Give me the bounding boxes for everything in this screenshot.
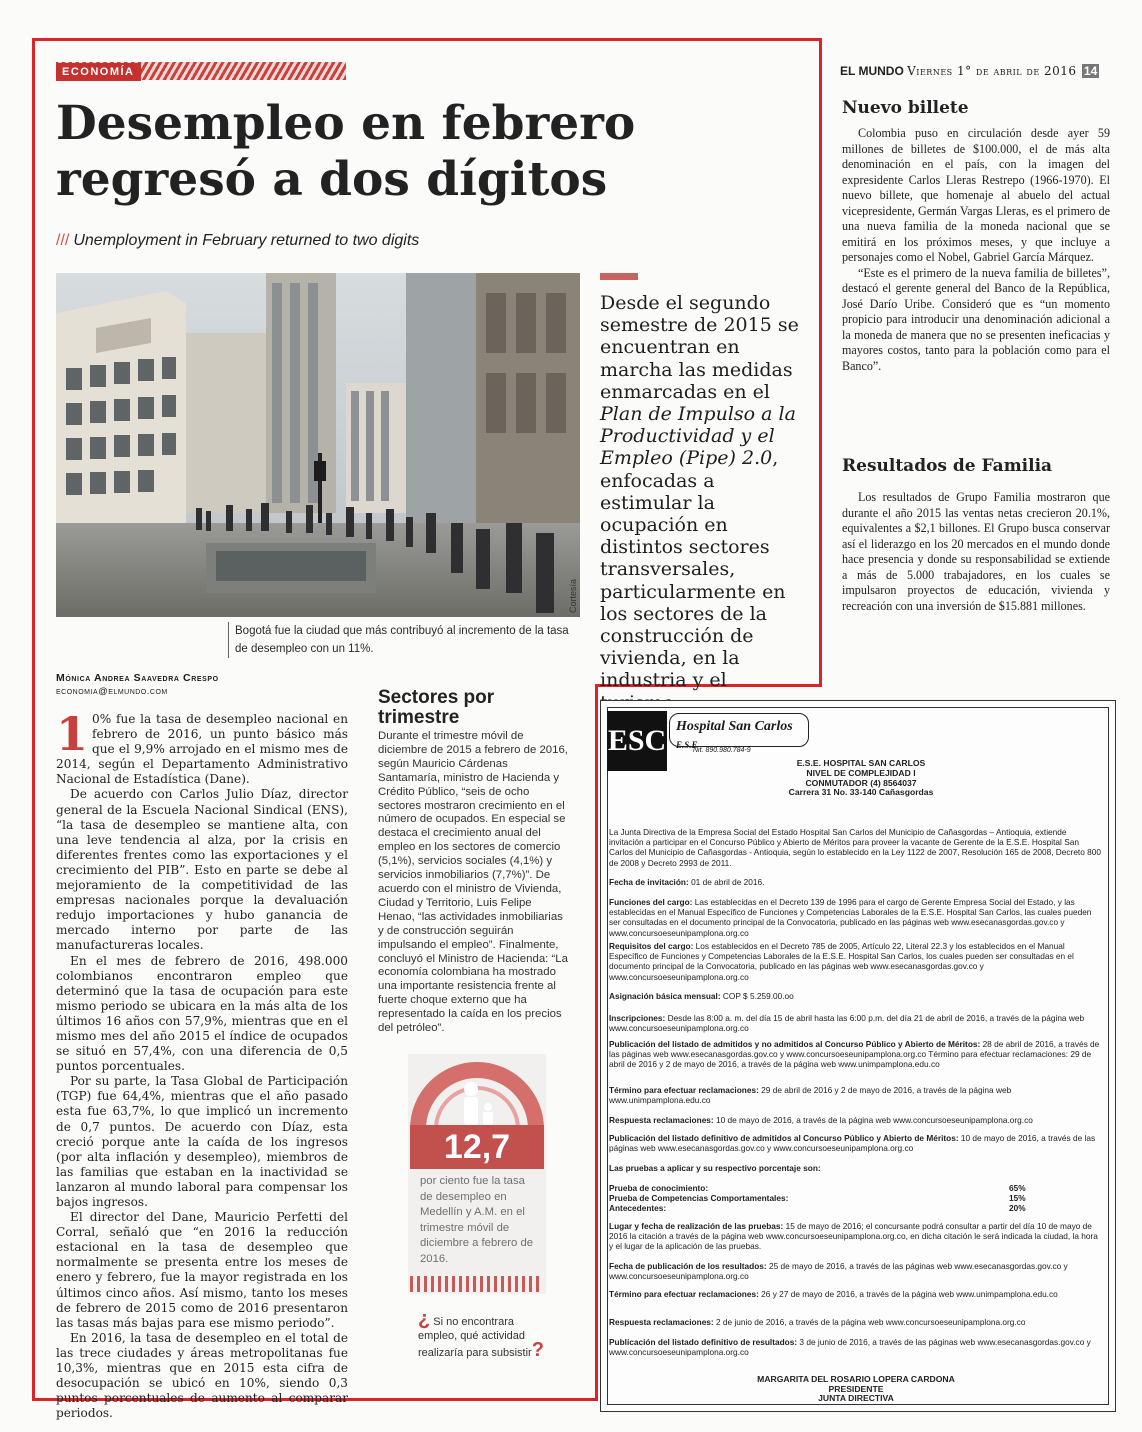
body-paragraph-5: El director del Dane, Mauricio Perfetti del Corral, señaló que “en 2016 la reducción estacional en la tasa de desempleo que normalmente se presenta entre los meses de enero y febrero, fue la mayor registrada en los últimos cinco años. Así mismo, tanto los meses de febrero de 2015 como de 2016 presentaron las tasas más bajas para ese mismo periodo”. — [56, 1210, 348, 1330]
ad-test-pct: 65% — [1009, 1183, 1026, 1193]
ad-header-3: CONMUTADOR (4) 8564037 — [805, 777, 917, 788]
pullquote-bar — [600, 273, 638, 280]
ad-item-9 — [609, 1133, 1103, 1153]
ad-tests-table — [609, 1183, 1103, 1213]
headline: Desempleo en febrero regresó a dos dígitos — [56, 96, 636, 207]
dropcap: 1 — [56, 707, 89, 761]
ad-test-row — [609, 1193, 1103, 1203]
ad-item-11 — [609, 1221, 1103, 1252]
body-paragraph-4: Por su parte, la Tasa Global de Participación (TGP) fue 64,4%, mientras que el año pasado esta fue 63,7%, lo que implicó un incremento de 0,7 puntos. De acuerdo con Díaz, esta creció porque ante la caída de los ingresos (por alta inflación y desempleo), miembros de las familias que estaban en la inactividad se lanzaron al mundo laboral para compensar los bajos ingresos. — [56, 1074, 348, 1209]
ad-item-12-text: 25 de mayo de 2016, a través de las páginas web www.esecanasgordas.gov.co y www.concursoeseunipamplona.org.co — [609, 1261, 1068, 1282]
pullquote-text-2: , enfocadas a estimular la ocupación en distintos sectores transversales, particularmente en los sectores de la construcción de vivienda, en la industria y el — [600, 447, 786, 692]
reader-question — [418, 1308, 546, 1361]
billete-body — [842, 126, 1110, 374]
body-paragraph-1 — [56, 707, 348, 787]
ad-item-6-label: Publicación del listado de admitidos y no admitidos al Concurso Público y Abierto de Méritos: — [609, 1039, 981, 1049]
billete-paragraph-1: Colombia puso en circulación desde ayer 59 millones de billetes de $100.000, el de más alta denominación en el país, con la imagen del expresidente Carlos Lleras Restrepo (1966-1970). El nuevo billete, que homenaje al abuelo del actual vicepresidente, Germán Vargas Lleras, es el primero de una nueva familia de la moneda nacional que se emitirá en los próximos meses, y que incluye a personajes como el Nobel, Gabriel García Márquez. — [842, 126, 1110, 264]
subtitle-mark: /// — [56, 232, 70, 249]
familia-body — [842, 490, 1110, 614]
ad-test-name: Prueba de Competencias Comportamentales: — [609, 1193, 789, 1203]
ad-item-4-label: Asignación básica mensual: — [609, 991, 721, 1001]
ad-item-6 — [609, 1039, 1103, 1070]
article-frame-left — [32, 684, 35, 1401]
hospital-logo-script — [669, 713, 809, 750]
ad-item-5-label: Inscripciones: — [609, 1013, 666, 1023]
ad-header-1: E.S.E. HOSPITAL SAN CARLOS — [796, 758, 926, 768]
ad-item-7 — [609, 1085, 1103, 1105]
ad-item-14-text: 2 de junio de 2016, a través de la página web www.concursoeseunipamplona.org.co — [713, 1317, 1026, 1327]
ad-header — [751, 759, 971, 798]
ad-item-13 — [609, 1289, 1103, 1299]
ad-item-1-label: Fecha de invitación: — [609, 877, 689, 887]
ad-item-13-label: Término para efectuar reclamaciones: — [609, 1289, 759, 1299]
masthead — [840, 64, 1099, 78]
ad-signature-role: PRESIDENTE — [828, 1383, 884, 1394]
photo-credit: Cortesía — [568, 578, 578, 613]
paper-name: EL MUNDO — [840, 64, 904, 78]
question-open-mark: ¿ — [418, 1308, 431, 1330]
ad-header-4: Carrera 31 No. 33-140 Cañasgordas — [788, 787, 934, 798]
ad-signature-body: JUNTA DIRECTIVA — [818, 1393, 894, 1404]
ad-test-name: Antecedentes: — [609, 1203, 667, 1213]
logo-sub-text: E.S.E — [676, 740, 698, 750]
ad-item-3-text: Los establecidos en el Decreto 785 de 2005, Artículo 22, Literal 22.3 y los establecidos en el Manual Específico de Funciones y Competencias Laborales de la E.S.E. Hospital San Carlos, los cuales pueden ser consultadas en el documento principal de la Convocatoria, publicado en las páginas web www.esecanasgordas.gov.co y www.concursoeseunipamplona.org.co — [609, 941, 1074, 982]
body-paragraph-3: En el mes de febrero de 2016, 498.000 colombianos encontraron empleo que determinó que la tasa de ocupación para este mismo periodo se ubicara en la más alta de los últimos 16 años con 57,9%, mientras que en el mismo mes del año 2015 el índice de ocupados se situó en 57,4%, con una diferencia de 0,5 puntos porcentuales. — [56, 953, 348, 1074]
ad-test-pct: 20% — [1009, 1203, 1026, 1213]
hospital-nit: Nit. 890.980.784-9 — [693, 747, 751, 754]
ad-signature — [609, 1375, 1103, 1404]
body-p1-text: 0% fue la tasa de desempleo nacional en febrero de 2016, un punto básico más que el 9,9% arrojado en el mismo mes de 2014, según el Departamento Administrativo Nacional de Estadística (Dane). — [56, 712, 348, 787]
ad-item-8 — [609, 1115, 1103, 1125]
ad-intro: La Junta Directiva de la Empresa Social del Estado Hospital San Carlos del Municipio de Cañasgordas – Antioquia, extiende invitación a participar en el Concurso Público y Abierto de Méritos para proveer la vacante de Gerente de la E.S.E. Hospital San Carlos del Municipio de Cañasgordas - Antioquia, según lo establecido en la Ley 1122 de 2007, Resolución 165 de 2008, Decreto 800 de 2008 y Decreto 2993 de 2011. — [609, 827, 1101, 868]
hospital-logo-icon: ESC — [607, 711, 667, 771]
ad-item-11-label: Lugar y fecha de realización de las pruebas: — [609, 1221, 784, 1231]
ad-item-2 — [609, 897, 1103, 938]
ad-item-3-label: Requisitos del cargo: — [609, 941, 694, 951]
logo-script-text: Hospital San Carlos — [676, 719, 793, 734]
section-label: ECONOMÍA — [56, 63, 141, 81]
ad-item-4-text: COP $ 5.259.00.oo — [720, 991, 794, 1001]
ad-signature-name: MARGARITA DEL ROSARIO LOPERA CARDONA — [757, 1374, 955, 1384]
question-text: Si no encontrara empleo, qué actividad realizaría para subsistir — [418, 1316, 532, 1359]
ad-item-12-label: Fecha de publicación de los resultados: — [609, 1261, 767, 1271]
stat-stripe — [410, 1276, 540, 1292]
ad-item-15-text: 3 de junio de 2016, a través de las páginas web www.esecanasgordas.gov.co y www.concursoeseunipamplona.org.co — [609, 1337, 1091, 1358]
ad-item-11-text: 15 de mayo de 2016; el concursante podrá consultar a partir del día 10 de mayo de 2016 la citación a través de la página web www.concursoeseunipamplona.org.co, en dicha citación le será indicada la ciudad, la hora y el lugar de la aplicación de las pruebas. — [609, 1221, 1098, 1252]
stat-arc-graphic — [410, 1055, 544, 1129]
question-close-mark: ? — [531, 1339, 544, 1361]
ad-item-8-text: 10 de mayo de 2016, a través de la página web www.concursoeseunipamplona.org.co — [713, 1115, 1033, 1125]
billete-paragraph-2: “Este es el primero de la nueva familia de billetes”, destacó el gerente general del Banco de la República, José Darío Uribe. Consideró que es “un momento propicio para introducir una denominación adicional a la moneda de manera que no se presenten ineficacias y mayores costos, tanto para la población como para el Banco”. — [842, 265, 1110, 373]
ad-test-name: Prueba de conocimiento: — [609, 1183, 709, 1193]
ad-test-pct: 15% — [1009, 1193, 1026, 1203]
ad-item-6-text: 28 de abril de 2016, a través de las páginas web www.esecanasgordas.gov.co y www.concursoeseunipamplona.org.co Término para efectuar reclamaciones: 29 de abril de 2016 y 2 de mayo de 2016, a través de la página web www.unimpamplona.edu.co — [609, 1039, 1100, 1070]
ad-item-2-text: Las establecidas en el Decreto 139 de 1996 para el cargo de Gerente Empresa Social del Estado, y las establecidas en el Manual Específico de Funciones y Competencias Laborales de la E.S.E. Hospital San Carlos, las cuales pueden ser consultadas en el documento principal de la Convocatoria, publicado en las páginas web www.esecanasgordas.gov.co y www.concursoeseunipamplona.org.co — [609, 897, 1092, 938]
ad-item-2-label: Funciones del cargo: — [609, 897, 693, 907]
ad-item-9-text: 10 de mayo de 2016, a través de las páginas web www.esecanasgordas.gov.co y www.concursoeseunipamplona.org.co — [609, 1133, 1096, 1154]
street-photo — [56, 273, 580, 617]
ad-test-row — [609, 1183, 1103, 1193]
ad-test-row — [609, 1203, 1103, 1213]
ad-item-14-label: Respuesta reclamaciones: — [609, 1317, 714, 1327]
street-photo-image — [56, 273, 580, 617]
ad-item-9-label: Publicación del listado definitivo de admitidos al Concurso Público y Abierto de Méritos: — [609, 1133, 959, 1143]
ad-item-7-label: Término para efectuar reclamaciones: — [609, 1085, 759, 1095]
pullquote-text-1: Desde el segundo semestre de 2015 se encuentran en marcha las medidas enmarcadas en el — [600, 292, 799, 403]
photo-caption: Bogotá fue la ciudad que más contribuyó al incremento de la tasa de desempleo con un 11%. — [228, 622, 580, 658]
article-body — [56, 707, 348, 1421]
ad-header-2: NIVEL DE COMPLEJIDAD I — [806, 767, 916, 778]
familia-title: Resultados de Familia — [842, 456, 1053, 476]
ad-item-4 — [609, 991, 1103, 1001]
ad-item-8-label: Respuesta reclamaciones: — [609, 1115, 714, 1125]
ad-item-13-text: 26 y 27 de mayo de 2016, a través de la página web www.unimpamplona.edu.co — [758, 1289, 1058, 1299]
ad-item-1-text: 01 de abril de 2016. — [688, 877, 765, 887]
byline-email[interactable]: economia@elmundo.com — [56, 686, 168, 697]
body-paragraph-2: De acuerdo con Carlos Julio Díaz, director general de la Escuela Nacional Sindical (ENS), “la tasa de desempleo se mantiene alta, con una leve tendencia al alza, por la crisis en diferentes frentes como las exportaciones y el crecimiento del PIB”. Esto en parte se debe al mejoramiento de la competitividad de las empresas nacionales porque la devaluación redujo importaciones y hubo ganancia de mercado interno por parte de las manufactureras locales. — [56, 787, 348, 953]
stat-value: 12,7 — [443, 1128, 511, 1166]
section-tag — [56, 62, 346, 80]
subtitle — [56, 232, 419, 250]
pullquote — [600, 292, 800, 714]
ad-item-15 — [609, 1337, 1103, 1357]
ad-item-7-text: 29 de abril de 2016 y 2 de mayo de 2016, a través de la página web www.unimpamplona.edu.co — [609, 1085, 1012, 1106]
sidebar-text: Durante el trimestre móvil de diciembre de 2015 a febrero de 2016, según Mauricio Cárdenas Santamaría, ministro de Hacienda y Crédito Público, “seis de ocho sectores mostraron crecimiento en el número de ocupados. En especial se destaca el crecimiento anual del empleo en los sectores de comercio (5,1%), servicios sociales (4,1%) y servicios inmobiliarios (7,7%)”. De acuerdo con el ministro de Vivienda, Ciudad y Territorio, Luis Felipe Henao, “las actividades inmobiliarias y de construcción seguirán impulsando el empleo”. Finalmente, concluyó el Ministro de Hacienda: “La economía colombiana ha mostrado una importante resistencia frente al fuerte choque externo que ha representado la caída en los precios del petróleo”. — [378, 730, 568, 1035]
pullquote-plan-name: Plan de Impulso a la Productividad y el Empleo (Pipe) 2.0 — [600, 403, 796, 470]
article-frame-divider — [595, 684, 598, 1400]
ad-item-15-label: Publicación del listado definitivo de resultados: — [609, 1337, 798, 1347]
sidebar-title: Sectores por trimestre — [378, 687, 495, 728]
stat-text: por ciento fue la tasa de desempleo en Medellín y A.M. en el trimestre móvil de diciembre a febrero de 2016. — [420, 1175, 534, 1265]
ad-item-1 — [609, 877, 1103, 887]
ad-item-5 — [609, 1013, 1103, 1033]
page-number: 14 — [1083, 64, 1098, 78]
byline-author: Mónica Andrea Saavedra Crespo — [56, 672, 219, 684]
body-paragraph-6: En 2016, la tasa de desempleo en el total de las trece ciudades y áreas metropolitanas fue 10,3%, mientras que en 2015 esta cifra de desocupación se ubicó en 10%, siendo 0,3 puntos porcentuales de aumento al comparar periodos. — [56, 1330, 348, 1421]
subtitle-text: Unemployment in February returned to two digits — [73, 232, 420, 249]
ad-item-10-label: Las pruebas a aplicar y su respectivo porcentaje son: — [609, 1163, 821, 1173]
issue-date: Viernes 1° de abril de 2016 — [907, 64, 1077, 78]
ad-item-14 — [609, 1317, 1103, 1327]
ad-item-10 — [609, 1163, 1103, 1173]
ad-item-3 — [609, 941, 1103, 982]
hospital-ad — [600, 700, 1116, 1412]
ad-item-5-text: Desde las 8:00 a. m. del día 15 de abril hasta las 6:00 p.m. del día 21 de abril de 2016, a través de la página web www.concursoeseunipamplona.org.co — [609, 1013, 1085, 1034]
familia-paragraph-1: Los resultados de Grupo Familia mostraron que durante el año 2015 las ventas netas crecieron 20.1%, equivalentes a $2,1 billones. El Grupo busca conservar así el liderazgo en los 20 mercados en el mundo donde hace presencia y donde su responsabilidad se extiende a más de 5.000 trabajadores, en los cuales se impulsaron proyectos de educación, vivienda y recreación con una inversión de $15.881 millones. — [842, 490, 1110, 613]
ad-item-12 — [609, 1261, 1103, 1281]
billete-title: Nuevo billete — [842, 98, 969, 118]
